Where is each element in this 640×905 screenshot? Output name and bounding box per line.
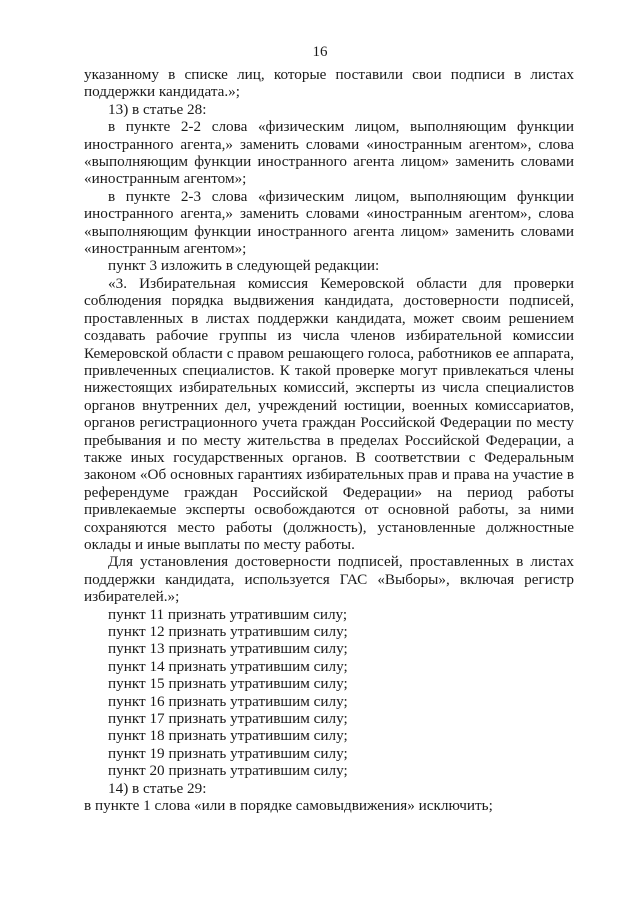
list-item: пункт 18 признать утратившим силу;: [108, 727, 348, 745]
paragraph-article-29-point-1: в пункте 1 слова «или в порядке самовыдвижения» исключить;: [84, 797, 493, 815]
paragraph-point-2-2: в пункте 2-2 слова «физическим лицом, выполняющим функции иностранного агента,» заменить словами «иностранным агентом», слова «выполняющим функции иностранного агента лицом» заменить словами «иностранным агентом»;: [84, 118, 574, 188]
page-number: 16: [312, 44, 328, 60]
list-item: пункт 15 признать утратившим силу;: [108, 675, 348, 693]
repealed-points-list: [84, 606, 574, 780]
list-item: пункт 16 признать утратившим силу;: [108, 692, 348, 710]
document-body: [84, 66, 574, 814]
paragraph-point-3-intro: пункт 3 изложить в следующей редакции:: [108, 257, 380, 275]
paragraph-point-3-text: «3. Избирательная комиссия Кемеровской области для проверки соблюдения порядка выдвижения кандидата, достоверности подписей, проставленных в листах поддержки кандидата, может своим решением создавать рабочие группы из числа членов избирательной комиссии Кемеровской области с правом решающего голоса, работников ее аппарата, привлеченных специалистов. К такой проверке могут привлекаться члены нижестоящих избирательных комиссий, эксперты из числа специалистов органов внутренних дел, учреждений юстиции, военных комиссариатов, органов регистрационного учета граждан Российской Федерации по месту пребывания и по месту жительства в пределах Российской Федерации, а также иных государственных органов. В соответствии с Федеральным законом «Об основных гарантиях избирательных прав и права на участие в референдуме граждан Российской Федерации» на период работы привлекаемые эксперты освобождаются от основной работы, за ними сохраняются место работы (должность), установленные должностные оклады и иные выплаты по месту работы.: [84, 274, 574, 553]
list-item: пункт 13 признать утратившим силу;: [108, 640, 348, 658]
paragraph-gas-vybory: Для установления достоверности подписей, проставленных в листах поддержки кандидата, используется ГАС «Выборы», включая регистр избирателей.»;: [84, 553, 574, 606]
list-item: пункт 14 признать утратившим силу;: [108, 657, 348, 675]
list-item: пункт 11 признать утратившим силу;: [108, 605, 348, 623]
list-item: пункт 19 признать утратившим силу;: [108, 744, 348, 762]
paragraph-point-2-3: в пункте 2-3 слова «физическим лицом, выполняющим функции иностранного агента,» заменить словами «иностранным агентом», слова «выполняющим функции иностранного агента лицом» заменить словами «иностранным агентом»;: [84, 187, 574, 258]
item-14-heading: 14) в статье 29:: [108, 779, 207, 797]
list-item: пункт 17 признать утратившим силу;: [108, 710, 348, 728]
list-item: пункт 12 признать утратившим силу;: [108, 623, 348, 640]
list-item: пункт 20 признать утратившим силу;: [108, 762, 348, 780]
item-13-heading: 13) в статье 28:: [108, 100, 207, 118]
paragraph-continuation: указанному в списке лиц, которые поставили свои подписи в листах поддержки кандидата.»;: [84, 66, 574, 101]
